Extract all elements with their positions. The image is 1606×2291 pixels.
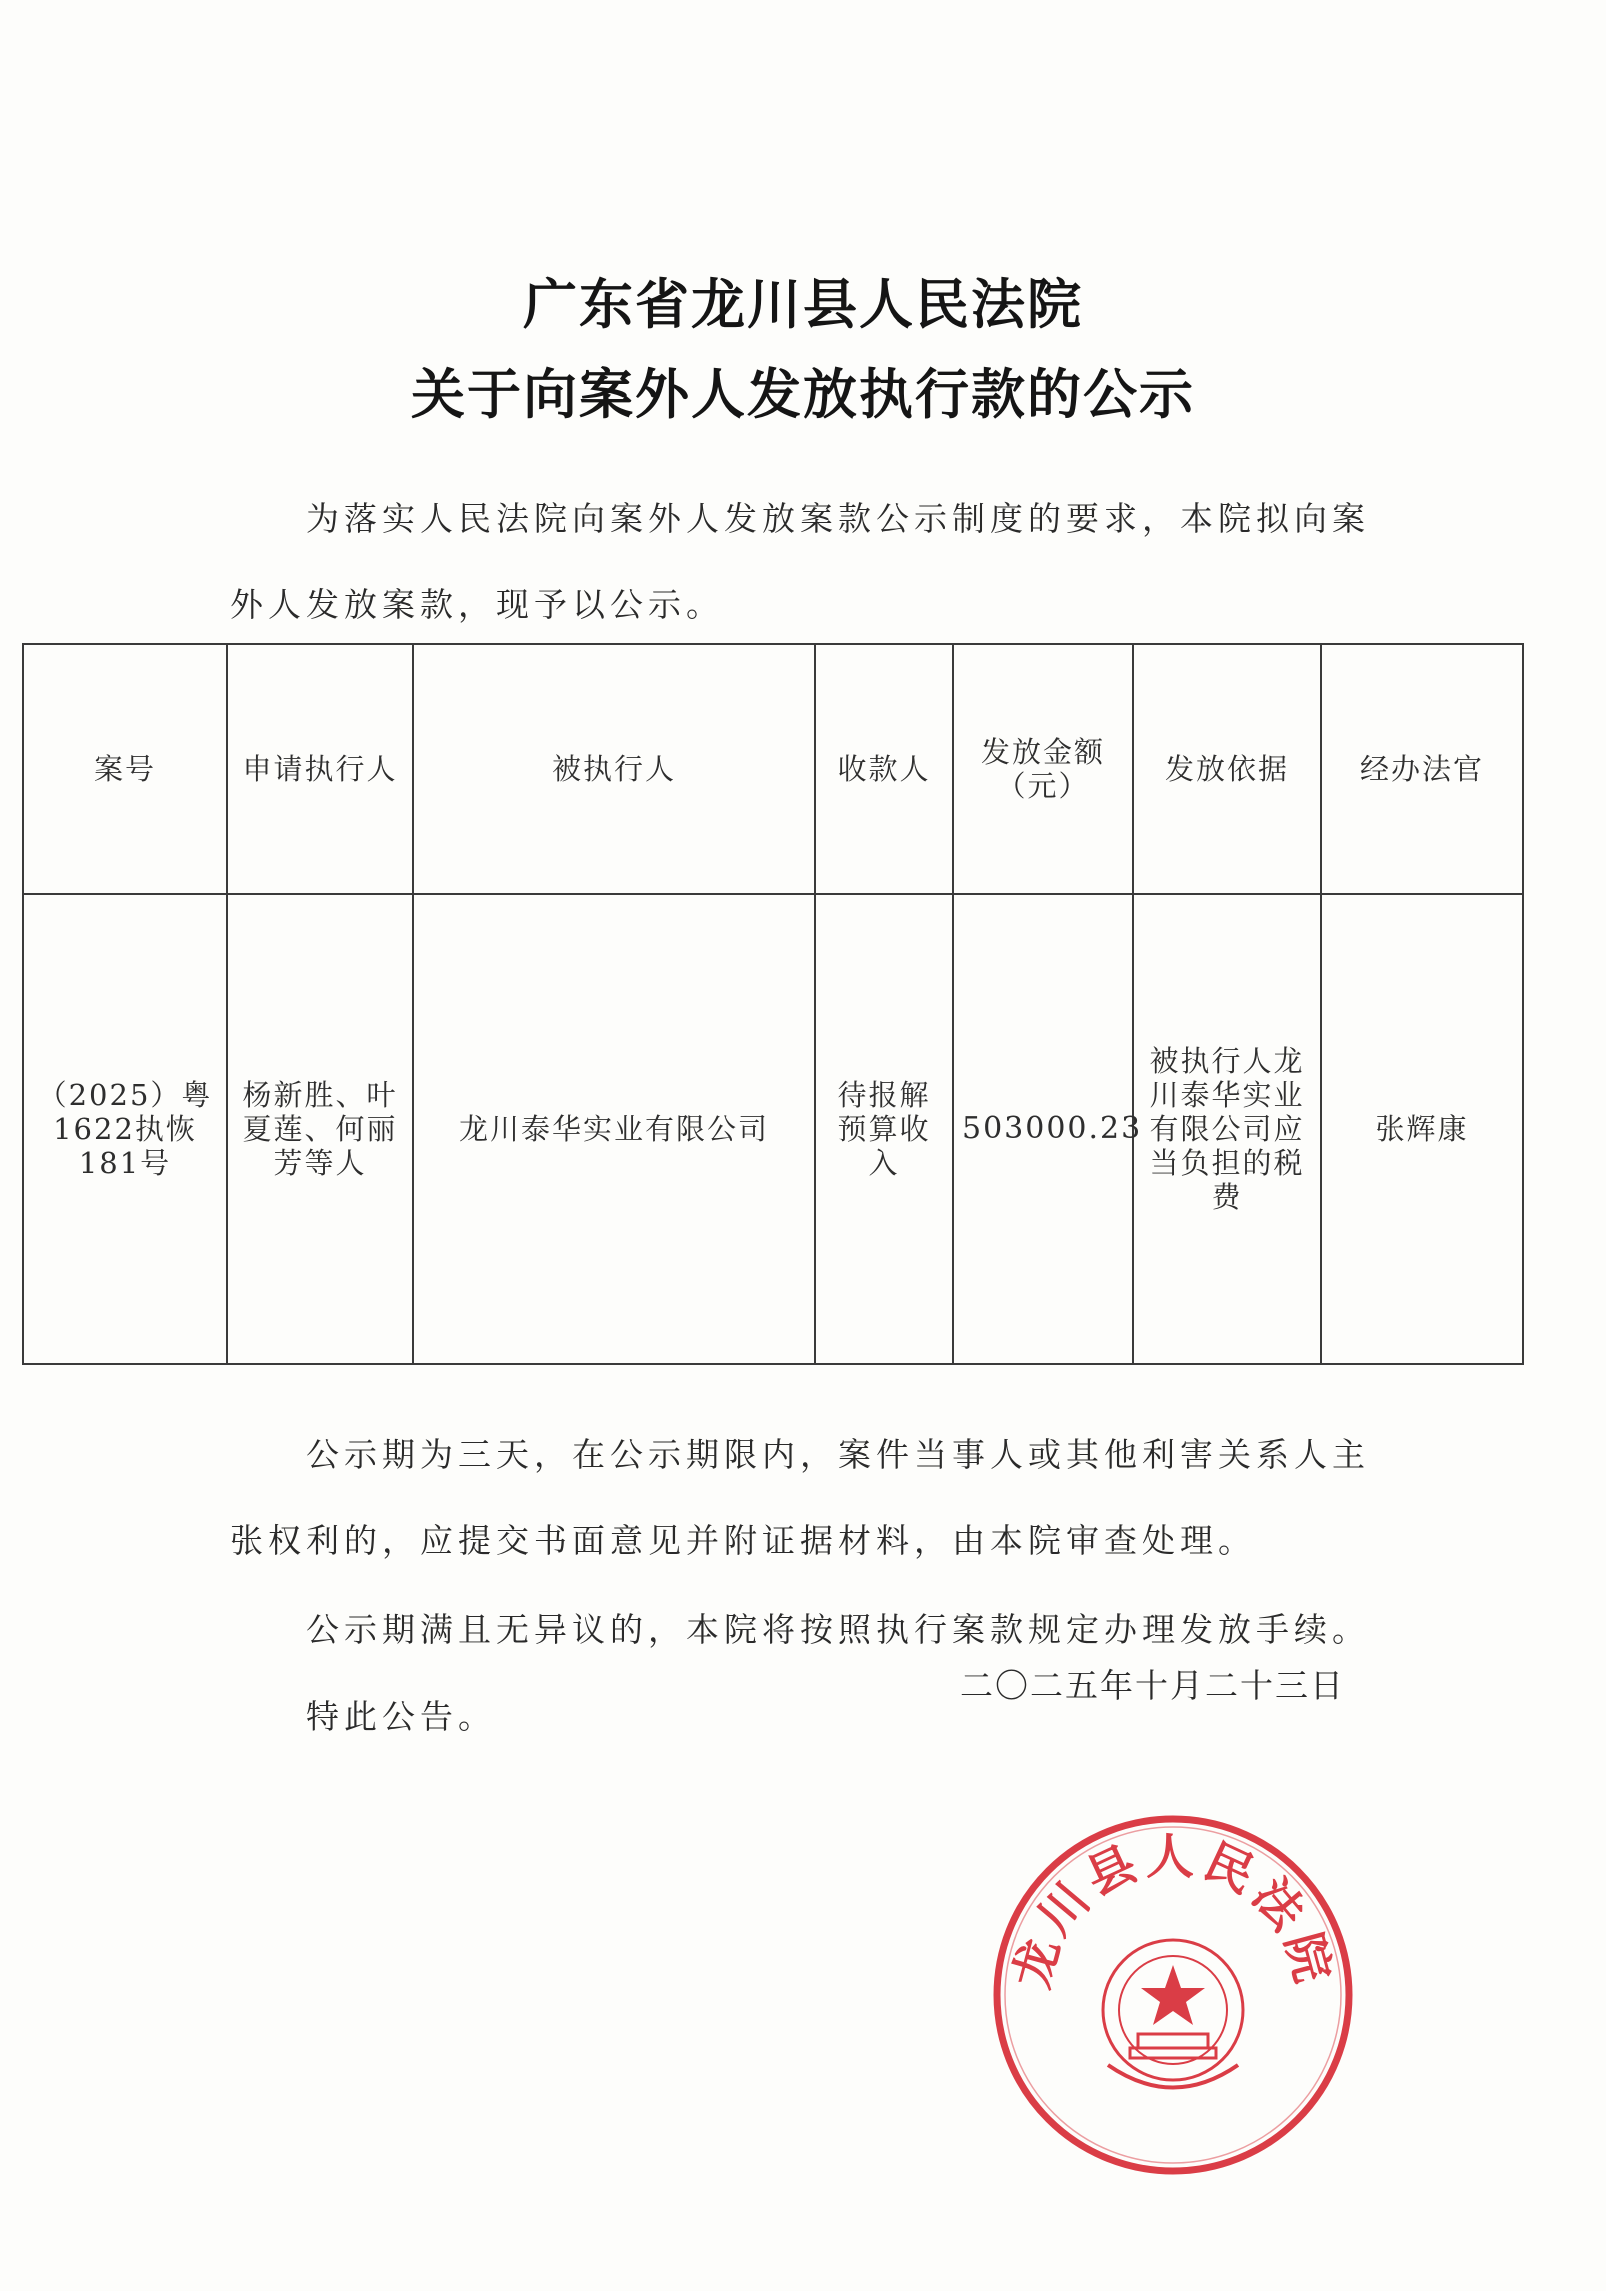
header-respondent: 被执行人: [413, 644, 815, 894]
disbursement-table: [22, 643, 1524, 1365]
header-payee: 收款人: [815, 644, 953, 894]
national-emblem-icon: [1103, 1940, 1243, 2088]
cell-applicant: 杨新胜、叶夏莲、何丽芳等人: [227, 894, 413, 1364]
cell-amount: 503000.23: [953, 894, 1133, 1364]
seal-text: 龙川县人民法院: [1003, 1828, 1343, 1994]
document-title-line1: 广东省龙川县人民法院: [523, 273, 1083, 336]
header-case-no: 案号: [23, 644, 227, 894]
cell-case-no: （2025）粤1622执恢181号: [23, 894, 227, 1364]
court-seal: [988, 1810, 1358, 2180]
intro-paragraph: 为落实人民法院向案外人发放案款公示制度的要求，本院拟向案外人发放案款，现予以公示。: [230, 499, 1370, 624]
table-row: [23, 894, 1523, 1364]
court-seal-graphic: [988, 1810, 1358, 2180]
period-paragraph: 公示期为三天，在公示期限内，案件当事人或其他利害关系人主张权利的，应提交书面意见并附证据材料，由本院审查处理。: [230, 1435, 1370, 1560]
cell-basis: 被执行人龙川泰华实业有限公司应当负担的税费: [1133, 894, 1321, 1364]
table-header-row: [23, 644, 1523, 894]
header-applicant: 申请执行人: [227, 644, 413, 894]
issue-date: 二〇二五年十月二十三日: [960, 1666, 1345, 1705]
notice-paragraph: 特此公告。: [306, 1697, 496, 1736]
cell-respondent: 龙川泰华实业有限公司: [413, 894, 815, 1364]
header-basis: 发放依据: [1133, 644, 1321, 894]
document-title-line2: 关于向案外人发放执行款的公示: [411, 363, 1195, 426]
cell-payee: 待报解预算收入: [815, 894, 953, 1364]
header-judge: 经办法官: [1321, 644, 1523, 894]
expiry-paragraph: 公示期满且无异议的，本院将按照执行案款规定办理发放手续。: [306, 1610, 1370, 1649]
header-amount: 发放金额（元）: [953, 644, 1133, 894]
cell-judge: 张辉康: [1321, 894, 1523, 1364]
